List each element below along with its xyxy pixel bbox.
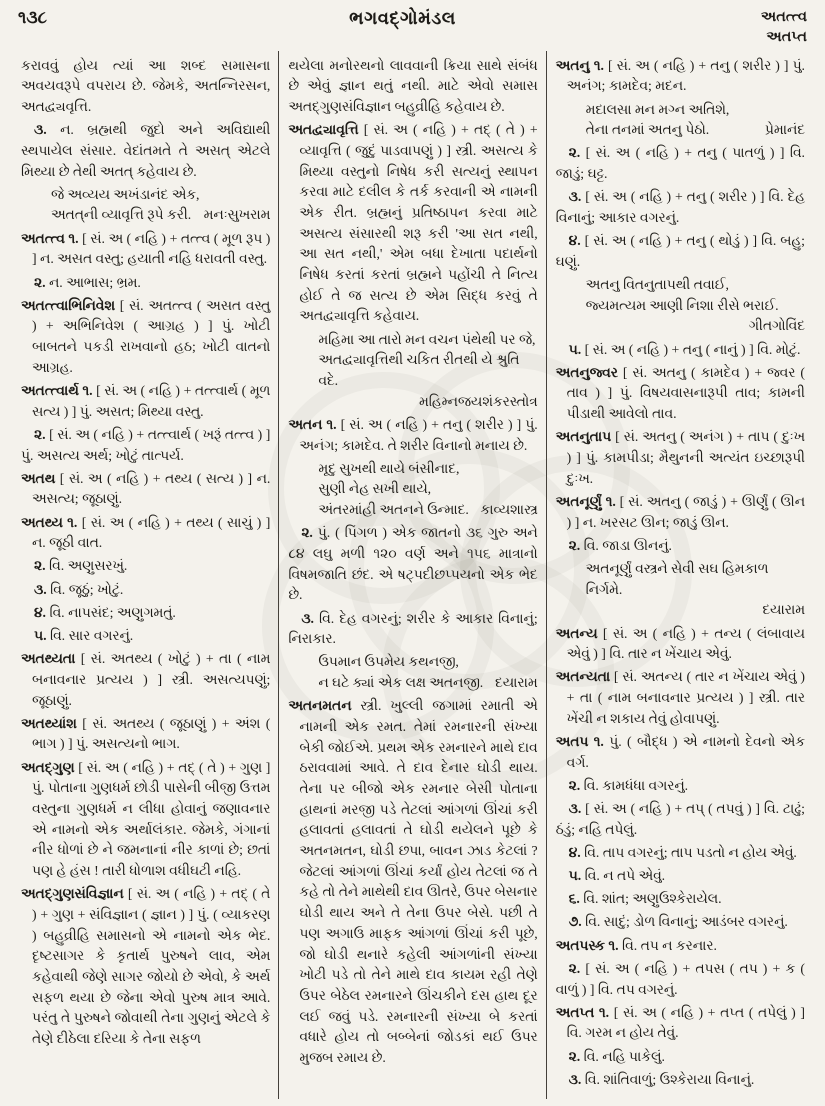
verse-line <box>556 120 805 141</box>
headword: અતપ્ત ૧. <box>555 1004 610 1020</box>
verse-line: અતદ્વ્યાવૃત્તિથી ચકિત રીતથી યે શ્રુતિ વદે. <box>318 352 520 388</box>
column-1 <box>12 51 278 1099</box>
verse-line: સુણી નેહ સખી થાયે, <box>318 481 432 497</box>
sense-number: ૭. <box>568 914 582 930</box>
verse-line <box>288 673 537 694</box>
dictionary-entry: અતન્યતા [ સં. અતન્ય ( તાર ન ખેંચાય એવું ) + તા ( નામ બનાવનાર પ્રત્યય ) ] સ્ત્રી. તાર ખેંચી ન શકાય તેવું હોવાપણું. <box>555 669 805 726</box>
dictionary-entry: અતથ્યાંશ [ સં. અતથ્ય ( જૂઠાણું ) + અંશ ( ભાગ ) ] પું. અસત્યનો ભાગ. <box>21 715 271 752</box>
page-number: ૧૩૮ <box>18 8 48 27</box>
sense-number: ૬. <box>568 891 580 907</box>
sense-number: ૨. <box>568 537 581 553</box>
verse-line: મદાલસા મન મગ્ન અતિશે, <box>585 101 730 117</box>
verse <box>288 459 537 521</box>
sense-item: ૫. વિ. સાર વગરનું. <box>34 628 134 643</box>
headword: અતનુ ૧. <box>555 57 604 73</box>
headword: અતથ્ય ૧. <box>21 514 78 530</box>
sense-number: ૨. <box>568 145 581 161</box>
headword: અતનુતાપ <box>555 429 612 445</box>
sense-item: ૩. વિ. શાંતિવાળું; ઉશ્કેરાયા વિનાનું. <box>568 1071 755 1087</box>
verse-line <box>21 205 270 226</box>
headword: અતપ ૧. <box>555 733 604 749</box>
sense-item: ૨. વિ. જાડા ઊનનું. <box>568 537 673 553</box>
sense-item: ૨. પું. ( પિંગળ ) એક જાતનો ૩૬ ગુરુ અને ૮૪ લઘુ મળી ૧૨૦ વર્ણ અને ૧૫૬ માત્રાનો વિષમજાતિ છંદ. એ ષટ્પદીછપ્પયનો એક ભેદ છે. <box>288 525 538 603</box>
sense-item: ૨. વિ. કામધંધા વગરનું. <box>568 777 689 793</box>
dictionary-entry: અતનૂર્ણું ૧. [ સં. અતનુ ( જાડું ) + ઊર્ણું ( ઊન ) ] ન. ખરસટ ઊન; જાડું ઊન. <box>555 493 805 530</box>
dictionary-entry: અતપસ્ક ૧. વિ. તપ ન કરનાર. <box>555 937 718 953</box>
sense-item: ૨. [ સં. અ ( નહિ ) + તનુ ( પાતળું ) ] વિ. જાડું; ઘટ્ટ. <box>555 145 805 182</box>
guide-word-last: અતપ્ત <box>766 28 807 45</box>
headword: અતદ્ગુણસંવિજ્ઞાન <box>21 886 124 902</box>
dictionary-entry: અતપ્ત ૧. [ સં. અ ( નહિ ) + તપ્ત ( તપેલું ) ] વિ. ગરમ ન હોય તેવું. <box>555 1004 805 1041</box>
sense-item: ૩. વિ. જૂઠું; ખોટું. <box>34 581 124 597</box>
sense-number: ૩. <box>568 801 582 816</box>
verse-line: અતનૂર્ણું વસ્ત્રને સેવી સઘ હિમકાળ નિર્ગમે. <box>585 560 769 597</box>
verse-line: ઉપમાન ઉપમેય કથનજી, <box>318 654 459 670</box>
dictionary-entry: અતદ્વ્યાવૃત્તિ [ સં. અ ( નહિ ) + તદ્ ( તે ) + વ્યાવૃત્તિ ( જુદું પાડવાપણું ) ] સ્ત્રી. અસત્ય કે મિથ્યા વસ્તુનો નિષેધ કરી સત્યનું સ્થાપન કરવા માટે દલીલ કે તર્ક કરવાની એ નામની એક રીત. બ્રહ્મનું પ્રતિષ્ઠાપન કરવા માટે અસત્ય સંસારથી શરૂ કરી 'આ સત નથી, આ સત નથી,' એમ બધા દેખાતા પદાર્થનો નિષેધ કરતાં કરતાં બ્રહ્મને પહોંચી તે નિત્ય હોઈ તે જ સત્ય છે એમ સિદ્ધ કરવું તે અતદ્વ્યાવૃત્તિ કહેવાય. <box>288 122 538 324</box>
verse-attribution: દયારામ <box>495 675 538 691</box>
verse-line: જે અવ્યય અખંડાનંદ એક, <box>51 186 200 202</box>
column-3 <box>546 51 813 1099</box>
verse-attribution: મહિમ્નજયશંકરસ્તોત્ર <box>419 393 538 409</box>
dictionary-entry: અતત્ત્વાભિનિવેશ [ સં. અતત્ત્વ ( અસત વસ્તુ ) + અભિનિવેશ ( આગ્રહ ) ] પું. ખોટી બાબતને પકડી રાખવાનો હઠ; ખોટી વાતનો આગ્રહ. <box>21 297 271 375</box>
verse-line: જ્યમત્યમ આણી નિશા રીસે ભરાઈ. <box>585 297 779 313</box>
sense-item: ૩. [ સં. અ ( નહિ ) + તપ્ ( તપવું ) ] વિ. ટાઢું; ઠંડું; નહિ તપેલું. <box>555 801 805 837</box>
sense-number: ૫. <box>34 628 47 643</box>
sense-number: ૨. <box>568 1048 581 1064</box>
headword: અતન ૧. <box>288 416 337 432</box>
headword: અતત્ત્વાર્થ ૧. <box>21 382 93 398</box>
verse <box>288 652 537 693</box>
sense-number: ૫. <box>568 868 582 884</box>
sense-number: ૩. <box>568 189 582 205</box>
sense-item: ૭. વિ. સાદું; ડોળ વિનાનું; આડંબર વગરનું. <box>568 914 788 930</box>
dictionary-entry: અતનુ ૧. [ સં. અ ( નહિ ) + તનુ ( શરીર ) ] પું. અનંગ; કામદેવ; મદન. <box>555 57 805 94</box>
sense-item: ૩. વિ. દેહ વગરનું; શરીર કે આકાર વિનાનું; નિરાકાર. <box>288 610 538 647</box>
dictionary-entry: અતદ્ગુણસંવિજ્ઞાન [ સં. અ ( નહિ ) + તદ્ ( તે ) + ગુણ + સંવિજ્ઞાન ( જ્ઞાન ) ] પું. ( વ્યાકરણ ) બહુવ્રીહિ સમાસનો એ નામનો એક ભેદ. દૃષ્ટસાગર કે કૃતાર્થ પુરુષને લાવ, એમ કહેવાથી જેણે સાગર જોયો છે એવો, કે અર્થ સફળ થયા છે જેના એવો પુરુષ માત્ર આવે. પરંતુ તે પુરુષને જોવાથી તેના ગુણનું એટલે કે તેણે દીઠેલા દરિયા કે તેના સફળ <box>21 886 271 1047</box>
verse-line <box>288 500 537 521</box>
verse-line: અતનુ વિતનુતાપથી તવાઈ, <box>585 277 729 292</box>
dictionary-entry: અતનુતાપ [ સં. અતનુ ( અનંગ ) + તાપ ( દુઃખ ) ] પું. કામપીડા; મૈથુનની અત્યંત ઇચ્છારૂપી દુઃખ. <box>555 429 805 486</box>
sense-item: ૨. ન. આભાસ; ભ્રમ. <box>34 274 141 290</box>
verse-line-text: ન ઘટે ક્યાં એક લક્ષ અતનજી. <box>318 675 484 691</box>
dictionary-entry: અતન ૧. [ સં. અ ( નહિ ) + તનુ ( શરીર ) ] પું. અનંગ; કામદેવ. તે શરીર વિનાનો મનાય છે. <box>288 416 538 453</box>
sense-item: ૨. વિ. નહિ પાકેલું. <box>568 1048 665 1064</box>
verse-attribution: પ્રેમાનંદ <box>764 122 805 138</box>
dictionary-entry: અતથ્યતા [ સં. અતથ્ય ( ખોટું ) + તા ( નામ બનાવનાર પ્રત્યય ) ] સ્ત્રી. અસત્યપણું; જૂઠાણું. <box>21 651 271 708</box>
headword: અતપસ્ક ૧. <box>555 937 619 953</box>
column-2 <box>278 51 545 1099</box>
guide-word-first: અતત્ત્વ <box>760 9 807 25</box>
verse-line-text: તેના તનમાં અતનુ પેઠો. <box>585 122 710 138</box>
sense-item: ૫. [ સં. અ ( નહિ ) + તનુ ( નાનું ) ] વિ. મોટું. <box>568 341 801 357</box>
headword: અતનૂર્ણું ૧. <box>555 493 616 509</box>
headword: અતથ <box>21 470 56 486</box>
dictionary-entry: અતથ [ સં. અ ( નહિ ) + તથ્ય ( સત્ય ) ] ન. અસત્ય; જૂઠાણું. <box>21 470 271 507</box>
sense-number: ૩. <box>34 581 47 597</box>
headword: અતથ્યતા <box>21 651 76 667</box>
verse <box>556 275 805 337</box>
headword: અતદ્ગુણ <box>21 759 75 775</box>
dictionary-entry: અતદ્ગુણ [ સં. અ ( નહિ ) + તદ્ ( તે ) + ગુણ ] પું. પોતાના ગુણધર્મ છોડી પાસેની બીજી ઉત્તમ વસ્તુના ગુણધર્મ ન લીધા હોવાનું જણાવનાર એ નામનો એક અર્થાલંકાર. જેમકે, ગંગાનાં નીર ધોળાં છે ને જમનાનાં નીર કાળાં છે; છતાં પણ હે હંસ ! તારી ધોળાશ વધીઘટી નહિ. <box>21 759 271 879</box>
page-header <box>0 0 825 47</box>
sense-item: ૩. ન. બ્રહ્મથી જુદો અને અવિદ્યાથી સ્થપાયેલ સંસાર. વેદાંતમતે તે અસત્ એટલે મિથ્યા છે તેથી અતત્ કહેવાય છે. <box>21 122 271 179</box>
sense-number: ૪. <box>568 233 581 249</box>
verse-attribution: મનઃસુખરામ <box>203 207 271 223</box>
sense-item: ૩. [ સં. અ ( નહિ ) + તનુ ( શરીર ) ] વિ. દેહ વિનાનું; આકાર વગરનું. <box>555 189 805 225</box>
sense-number: ૩. <box>568 1071 582 1087</box>
sense-item: ૬. વિ. શાંત; અણુઉશ્કેરાયેલ. <box>568 891 722 907</box>
verse-line-text: અંતરમાંહી અતનને ઉન્માદ. <box>318 502 469 518</box>
dictionary-entry: અતત્ત્વ ૧. [ સં. અ ( નહિ ) + તત્ત્વ ( મૂળ રૂપ ) ] ન. અસત વસ્તુ; હયાતી નહિ ધરાવતી વસ્તુ. <box>21 230 271 267</box>
sense-number: ૨. <box>34 558 46 574</box>
dictionary-entry: અતથ્ય ૧. [ સં. અ ( નહિ ) + તથ્ય ( સાચું ) ] ન. જૂઠી વાત. <box>21 514 271 551</box>
verse-attribution: કાવ્યશાસ્ત્ર <box>480 502 538 518</box>
sense-item: ૪. વિ. તાપ વગરનું; તાપ પડતો ન હોય એવું. <box>568 844 797 860</box>
verse-attribution: દયારામ <box>762 602 805 618</box>
sense-number: ૩. <box>301 610 314 626</box>
headword: અતદ્વ્યાવૃત્તિ <box>288 122 359 138</box>
headword: અતત્ત્વ ૧. <box>21 230 79 246</box>
verse <box>288 330 537 413</box>
verse <box>21 185 270 226</box>
headword: અતત્ત્વાભિનિવેશ <box>21 297 115 313</box>
sense-number: ૪. <box>568 844 581 860</box>
sense-item: ૨. વિ. અણુસરખું. <box>34 558 128 574</box>
sense-number: ૩. <box>34 122 47 138</box>
sense-item: ૨. [ સં. અ ( નહિ ) + તપસ ( તપ ) + ક ( વાળું ) ] વિ. તપ વગરનું. <box>555 960 805 997</box>
verse-attribution: ગીતગોવિંદ <box>748 318 805 334</box>
dictionary-entry: અતપ ૧. પું. ( બૌદ્ધ ) એ નામનો દેવનો એક વર્ગ. <box>555 733 805 770</box>
sense-item: ૪. [ સં. અ ( નહિ ) + તનુ ( થોડું ) ] વિ. બહુ; ઘણું. <box>555 233 805 269</box>
verse-line-text: અતત્‌ની વ્યાવૃત્તિ રૂપે કરી. <box>51 207 192 223</box>
sense-number: ૨. <box>301 525 313 541</box>
sense-number: ૪. <box>34 604 47 620</box>
guide-words <box>697 8 807 47</box>
sense-number: ૨. <box>568 960 581 976</box>
dictionary-entry: અતનુજ્વર [ સં. અતનુ ( કામદેવ ) + જ્વર ( તાવ ) ] પું. વિષયવાસનારૂપી તાવ; કામની પીડાથી આવેલો તાવ. <box>555 364 805 422</box>
headword: અતન્યતા <box>555 669 611 685</box>
sense-number: ૨. <box>34 426 46 442</box>
headword: અતન્ય <box>555 625 598 641</box>
headword: અતથ્યાંશ <box>21 715 77 731</box>
text-columns <box>12 51 813 1099</box>
dictionary-entry: અતનમતન સ્ત્રી. ખુલ્લી જગામાં રમાતી એ નામની એક રમત. તેમાં રમનારની સંખ્યા બેકી જોઈએ. પ્રથમ એક રમનારને માથે દાવ ઠરાવવામાં આવે. તે દાવ દેનાર ઘોડી થાય. તેના પર બીજો એક રમનાર બેસી પોતાના હાથનાં મરજી પડે તેટલાં આંગળાં ઊંચાં કરી હલાવતાં હલાવતાં તે ઘોડી થયેલને પૂછે કે અતનમતન, ઘોડી છપા, બાવન ઝાડ કેટલાં ? જેટલાં આંગળાં ઊંચાં કર્યાં હોય તેટલાં જ તે કહે તો તેને માથેથી દાવ ઊતરે, ઉપર બેસનાર ઘોડી થાય અને તે તેના ઉપર બેસે. પછી તે પણ અગાઉ માફક આંગળાં ઊંચાં કરી પૂછે, જો ઘોડી થનારે કહેલી આંગળાંની સંખ્યા ખોટી પડે તો તેને માથે દાવ કાયમ રહી તેણે ઉપર બેઠેલ રમનારને ઊંચકીને દસ હાથ દૂર લઈ જવું પડે. રમનારની સંખ્યા બે કરતાં વધારે હોય તો બબ્બેનાં જોડકાં થઈ ઉપર મુજબ રમાય છે. <box>288 698 538 1065</box>
continuation-paragraph: કરાવવું હોય ત્યાં આ શબ્દ સમાસના અવયવરૂપે વપરાય છે. જેમકે, અતન્નિરસન, અતદ્વ્યવૃત્તિ. <box>21 57 271 114</box>
sense-item: ૪. વિ. નાપસંદ; અણુગમતું. <box>34 604 176 620</box>
headword: અતનમતન <box>288 698 352 714</box>
dictionary-entry: અતન્ય [ સં. અ ( નહિ ) + તન્ય ( લંબાવાય એવું ) ] વિ. તાર ન ખેંચાય એવું. <box>555 625 805 662</box>
continuation-paragraph: થયેલા મનોરથનો લાવવાની ક્રિયા સાથે સંબંધ છે એવું જ્ઞાન થતું નથી. માટે એવો સમાસ અતદ્ગુણસંવિજ્ઞાન બહુવ્રીહિ કહેવાય છે. <box>288 57 538 114</box>
verse <box>556 100 805 141</box>
page-title: ભગવદ્ગોમંડલ <box>349 8 456 28</box>
sense-item: ૨. [ સં. અ ( નહિ ) + તત્ત્વાર્થ ( ખરૂં તત્ત્વ ) ] પું. અસત્ય અર્થ; ખોટું તાત્પર્ય. <box>21 426 271 463</box>
verse-line: મૃદુ સુખથી થાયે બંસીનાદ, <box>318 460 460 476</box>
sense-number: ૨. <box>34 274 46 290</box>
sense-number: ૨. <box>568 777 581 793</box>
sense-item: ૫. વિ. ન તપે એવું. <box>568 868 666 884</box>
verse-line: મહિમા આ તારો મન વચન પંથેથી પર જે, <box>318 331 536 347</box>
verse <box>556 559 805 621</box>
headword: અતનુજ્વર <box>555 364 618 380</box>
dictionary-entry: અતત્ત્વાર્થ ૧. [ સં. અ ( નહિ ) + તત્ત્વાર્થ ( મૂળ સત્ય ) ] પું. અસત; મિથ્યા વસ્તુ. <box>21 382 271 419</box>
sense-number: ૫. <box>568 341 582 357</box>
